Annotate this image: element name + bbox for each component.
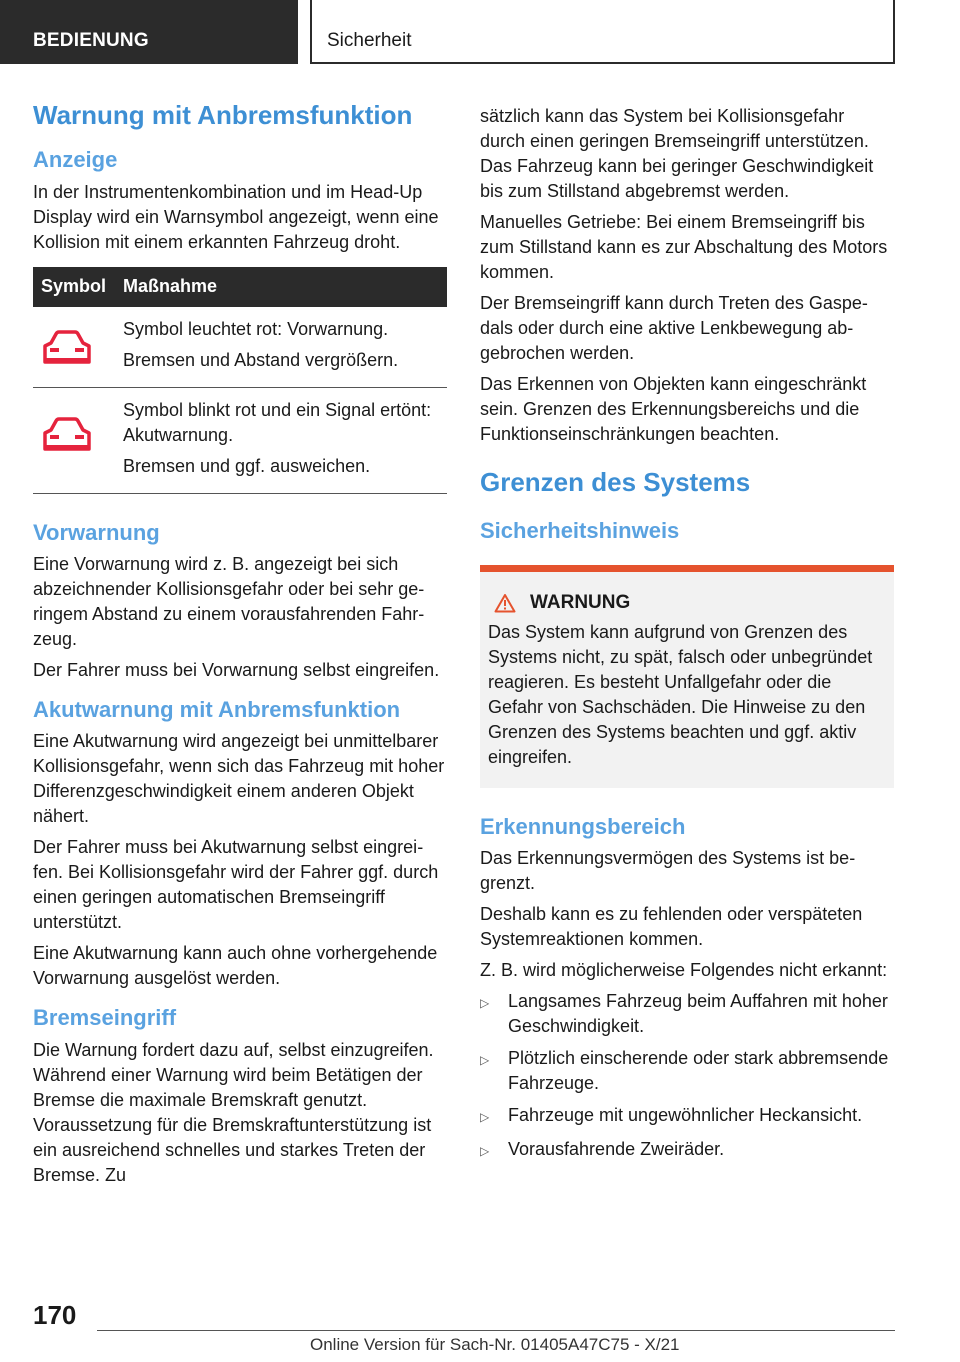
row2-line2: Bremsen und ggf. ausweichen. bbox=[123, 455, 371, 476]
table-row bbox=[33, 387, 447, 493]
anzeige-heading: Anzeige bbox=[33, 147, 118, 173]
sicherheit-heading: Sicherheitshinweis bbox=[480, 518, 680, 544]
cont-p3: Der Bremseingriff kann durch Treten des Gaspedals oder durch eine aktive Lenkbewegung abgebrochen werden. bbox=[480, 293, 868, 363]
list-item bbox=[480, 1103, 894, 1130]
warning-box bbox=[480, 565, 894, 788]
col-symbol: Symbol bbox=[33, 267, 123, 307]
list-item bbox=[480, 989, 894, 1039]
warning-text: Das System kann aufgrund von Grenzen des Systems nicht, zu spät, falsch oder unbegründet reagieren. Es besteht Unfallgefahr oder die Gefahr von Sachschäden. Die Hinweise zu den Grenzen des Systems beachten und ggf. aktiv eingreifen. bbox=[488, 621, 873, 767]
erkennung-p2: Deshalb kann es zu fehlenden oder verspäteten Systemreaktionen kommen. bbox=[480, 903, 863, 949]
vorwarnung-p2: Der Fahrer muss bei Vorwarnung selbst eingreifen. bbox=[33, 659, 440, 680]
erkennung-p1: Das Erkennungsvermögen des Systems ist begrenzt. bbox=[480, 847, 856, 893]
triangle-bullet-icon: ▷ bbox=[480, 1109, 490, 1124]
brems-p1: Die Warnung fordert dazu auf, selbst einzugreifen. Während einer Warnung wird beim Betätigen der Bremse die maximale Bremskraft genutzt. Voraussetzung für die Bremskraftunterstützung ist ein ausreichend schnelles und starkes Treten der Bremse. Zu bbox=[33, 1039, 434, 1185]
triangle-bullet-icon: ▷ bbox=[480, 1052, 490, 1067]
triangle-bullet-icon: ▷ bbox=[480, 1143, 490, 1158]
row1-line1: Symbol leuchtet rot: Vorwarnung. bbox=[123, 318, 389, 339]
right-column bbox=[480, 104, 894, 1171]
left-column bbox=[33, 100, 447, 1194]
symbol-table bbox=[33, 267, 447, 494]
car-warning-icon bbox=[41, 416, 93, 456]
list-item-text: Langsames Fahrzeug beim Auffahren mit hoher Geschwindigkeit. bbox=[508, 990, 888, 1036]
erkennung-p3: Z. B. wird möglicherweise Folgendes nicht erkannt: bbox=[480, 959, 888, 980]
akut-heading: Akutwarnung mit Anbremsfunktion bbox=[33, 696, 401, 722]
list-item bbox=[480, 1046, 894, 1096]
main-heading: Warnung mit Anbremsfunktion bbox=[33, 100, 413, 130]
list-item-text: Vorausfahrende Zweiräder. bbox=[508, 1138, 725, 1159]
chapter-tab: Sicherheit bbox=[310, 0, 895, 64]
akut-p2: Der Fahrer muss bei Akutwarnung selbst eingreifen. Bei Kollisionsgefahr wird der Fahrer ggf. durch einen geringen automatischen Bremseingriff unterstützt. bbox=[33, 837, 439, 933]
cont-p2: Manuelles Getriebe: Bei einem Bremseingriff bis zum Stillstand kann es zur Abschaltung des Motors kommen. bbox=[480, 212, 888, 282]
grenzen-heading: Grenzen des Systems bbox=[480, 467, 751, 497]
warning-triangle-icon bbox=[494, 593, 516, 613]
car-warning-icon bbox=[41, 329, 93, 369]
list-item-text: Fahrzeuge mit ungewöhnlicher Heckansicht. bbox=[508, 1104, 863, 1125]
warning-title: WARNUNG bbox=[530, 591, 631, 613]
cont-p4: Das Erkennen von Objekten kann eingeschränkt sein. Grenzen des Erkennungsbereichs und die Funktionseinschränkungen beachten. bbox=[480, 374, 867, 444]
akut-p3: Eine Akutwarnung kann auch ohne vorhergehende Vorwarnung ausgelöst werden. bbox=[33, 943, 438, 989]
row2-line1: Symbol blinkt rot und ein Signal ertönt: Akutwarnung. bbox=[123, 399, 432, 445]
page-number: 170 bbox=[33, 1300, 77, 1330]
row1-line2: Bremsen und Abstand vergrößern. bbox=[123, 349, 399, 370]
footer-text: Online Version für Sach-Nr. 01405A47C75 - X/21 bbox=[310, 1335, 680, 1354]
anzeige-text: In der Instrumentenkombination und im Head-Up Display wird ein Warnsymbol angezeigt, wenn eine Kollision mit einem erkannten Fahrzeug droht. bbox=[33, 181, 439, 252]
table-row bbox=[33, 307, 447, 388]
erkennung-heading: Erkennungsbereich bbox=[480, 813, 686, 839]
triangle-bullet-icon: ▷ bbox=[480, 995, 490, 1010]
cont-p1: sätzlich kann das System bei Kollisionsgefahr durch einen geringen Bremseingriff unterstützen. Das Fahrzeug kann bei geringer Geschwindigkeit bis zum Stillstand abgebremst werden. bbox=[480, 106, 874, 201]
vorwarnung-p1: Eine Vorwarnung wird z. B. angezeigt bei sich abzeichnender Kollisionsgefahr oder bei sehr geringem Abstand zu einem vorausfahrenden Fahrzeug. bbox=[33, 553, 425, 649]
footer-divider bbox=[97, 1330, 895, 1331]
erkennung-list bbox=[480, 989, 894, 1164]
col-massnahme: Maßnahme bbox=[123, 267, 447, 307]
list-item-text: Plötzlich einscherende oder stark abbremsende Fahrzeuge. bbox=[508, 1047, 889, 1093]
list-item bbox=[480, 1137, 894, 1164]
brems-heading: Bremseingriff bbox=[33, 1005, 177, 1031]
section-tab: BEDIENUNG bbox=[0, 0, 298, 64]
vorwarnung-heading: Vorwarnung bbox=[33, 519, 160, 545]
akut-p1: Eine Akutwarnung wird angezeigt bei unmittelbarer Kollisionsgefahr, wenn sich das Fahrzeug mit hoher Differenzgeschwindigkeit einem anderen Objekt nähert. bbox=[33, 731, 445, 827]
warning-title-row bbox=[488, 592, 886, 614]
